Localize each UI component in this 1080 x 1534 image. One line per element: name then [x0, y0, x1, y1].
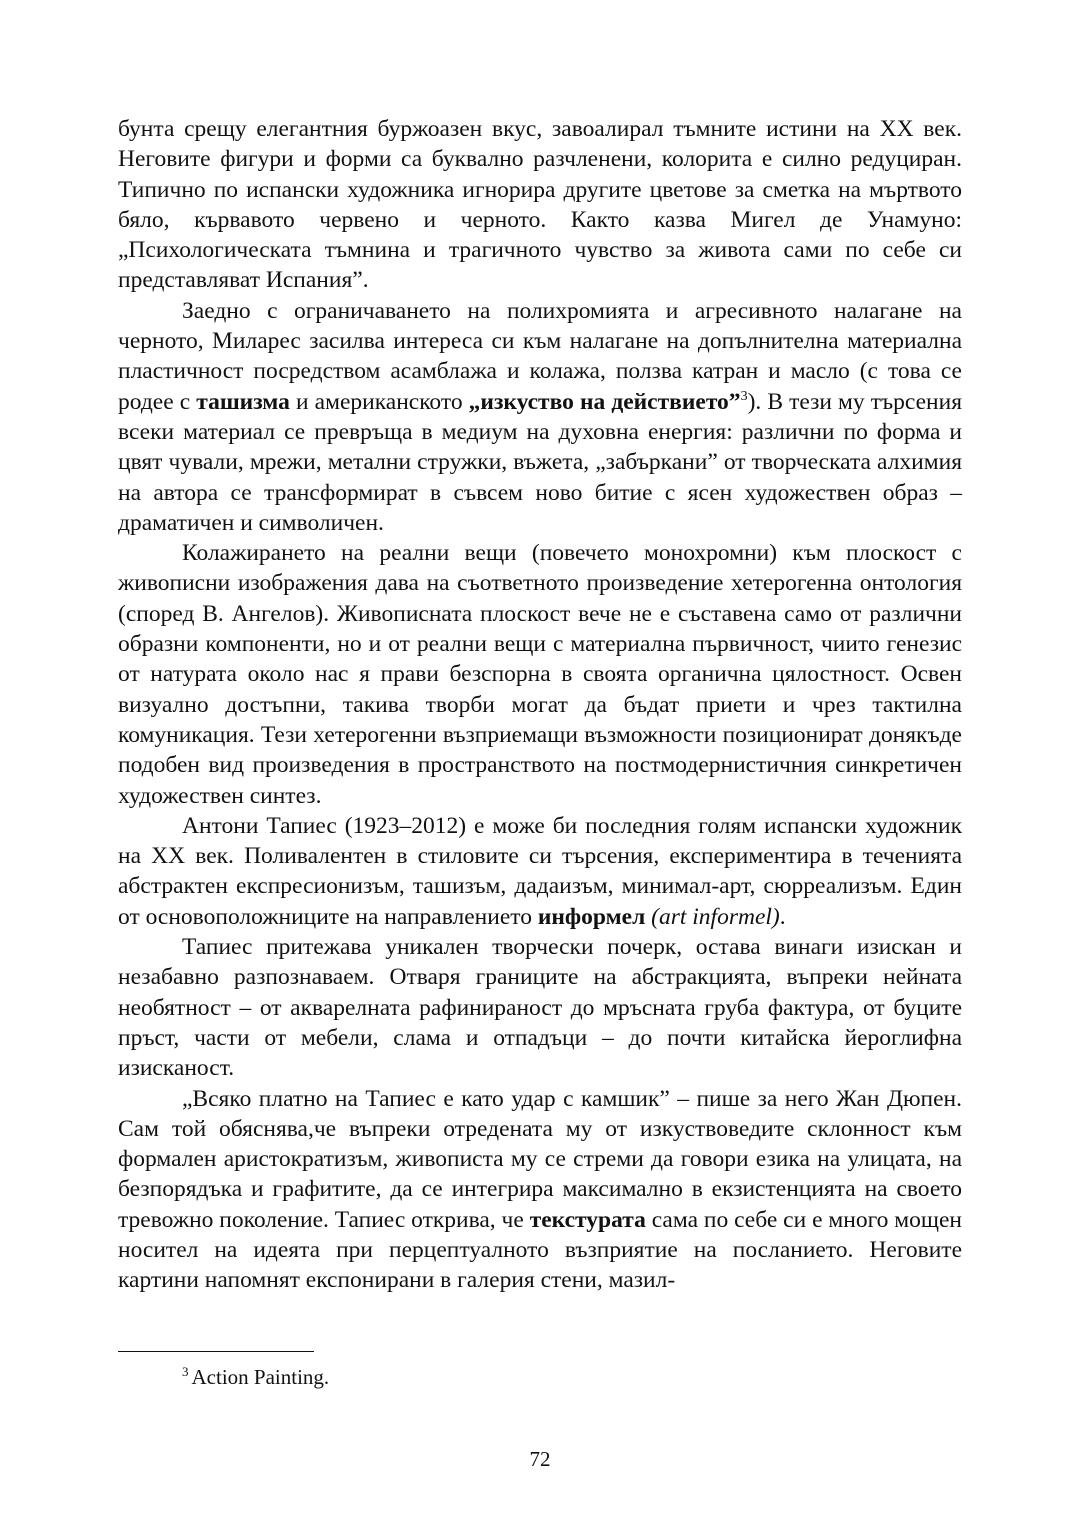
term-tashism: ташизма	[196, 388, 290, 415]
paragraph-6-text-a: „Всяко платно на Тапиес е като удар с камшик” – пише за него Жан Дюпен. Сам той обяснява,че въпреки отредената му от изкуствоведите склонност към формален аристократизъм, живописта му се стреми да говори езика на улицата, на безпорядъка и графитите, да се интегрира максимално в екзистенцията на своето тревожно поколение. Тапиес открива, че	[118, 1085, 962, 1233]
paragraph-1-text: бунта срещу елегантния буржоазен вкус, завоалирал тъмните истини на XX век. Неговите фигури и форми са буквално разчленени, колорита е силно редуциран. Типично по испански художника игнорира другите цветове за сметка на мъртвото бяло, кървавото червено и черното. Както казва Мигел де Унамуно: „Психологическата тъмнина и трагичното чувство за живота сами по себе си представляват Испания”.	[118, 116, 962, 294]
footnote-text: Action Painting.	[191, 1365, 330, 1389]
paragraph-2-text-c: ). В тези му търсения всеки материал се превръща в медиум на духовна енергия: различни по форма и цвят чували, мрежи, метални стружки, въжета, „забъркани” от творческата алхимия на автора се трансформират в съвсем ново битие с ясен художествен образ – драматичен и символичен.	[118, 388, 962, 536]
paragraph-5	[118, 932, 962, 1083]
term-action-art: „изкуство на действието”	[468, 388, 741, 415]
page-number: 72	[529, 1447, 551, 1471]
paragraph-2	[118, 296, 962, 538]
paragraph-2-text-b: и американското	[289, 388, 469, 415]
footnote-reference: 3	[740, 388, 748, 404]
paragraph-5-text: Тапиес притежава уникален творчески почерк, остава винаги изискан и незабавно разпознаваем. Отваря границите на абстракцията, въпреки нейната необятност – от акварелната рафинираност до мръсната груба фактура, от буците пръст, части от мебели, слама и отпадъци – до почти китайска йероглифна изисканост.	[118, 934, 962, 1082]
footnote	[182, 1364, 329, 1390]
main-text	[118, 114, 962, 1296]
paragraph-3-text: Колажирането на реални вещи (повечето монохромни) към плоскост с живописни изображения дава на съответното произведение хетерогенна онтология (според В. Ангелов). Живописната плоскост вече не е съставена само от различни образни компоненти, но и от реални вещи с материална първичност, чиито генезис от натурата около нас я прави безспорна в своята органична цялостност. Освен визуално достъпни, такива творби могат да бъдат приети и чрез тактилна комуникация. Тези хетерогенни възприемащи възможности позиционират донякъде подобен вид произведения в пространството на постмодернистичния синкретичен художествен синтез.	[118, 540, 962, 809]
paragraph-2-text-a: Заедно с ограничаването на полихромията и агресивното налагане на черното, Миларес засилва интереса си към налагане на допълнителна материална пластичност посредством асамблажа и колажа, ползва катран и масло (с това се родее с	[118, 297, 962, 415]
paragraph-1	[118, 114, 962, 296]
term-texture: текстурата	[529, 1206, 646, 1233]
paragraph-6	[118, 1084, 962, 1296]
paragraph-6-text-b: сама по себе си е много мощен носител на идеята при перцептуалното възприятие на посланието. Неговите картини напомнят експонирани в галерия стени, мазил-	[118, 1206, 962, 1294]
paragraph-4-text-a: Антони Тапиес (1923–2012) е може би последния голям испански художник на XX век. Поливалентен в стиловите си търсения, експериментира в теченията абстрактен експресионизъм, ташизъм, дадаизъм, минимал-арт, сюрреализъм. Един от основоположниците на направлението	[118, 812, 962, 930]
paragraph-4-text-b: .	[779, 903, 786, 930]
footnote-divider	[118, 1351, 314, 1352]
term-art-informel: (art informel)	[651, 903, 780, 930]
paragraph-3	[118, 538, 962, 811]
footnote-number: 3	[182, 1364, 189, 1379]
term-informel: информел	[537, 903, 646, 930]
paragraph-4	[118, 811, 962, 932]
